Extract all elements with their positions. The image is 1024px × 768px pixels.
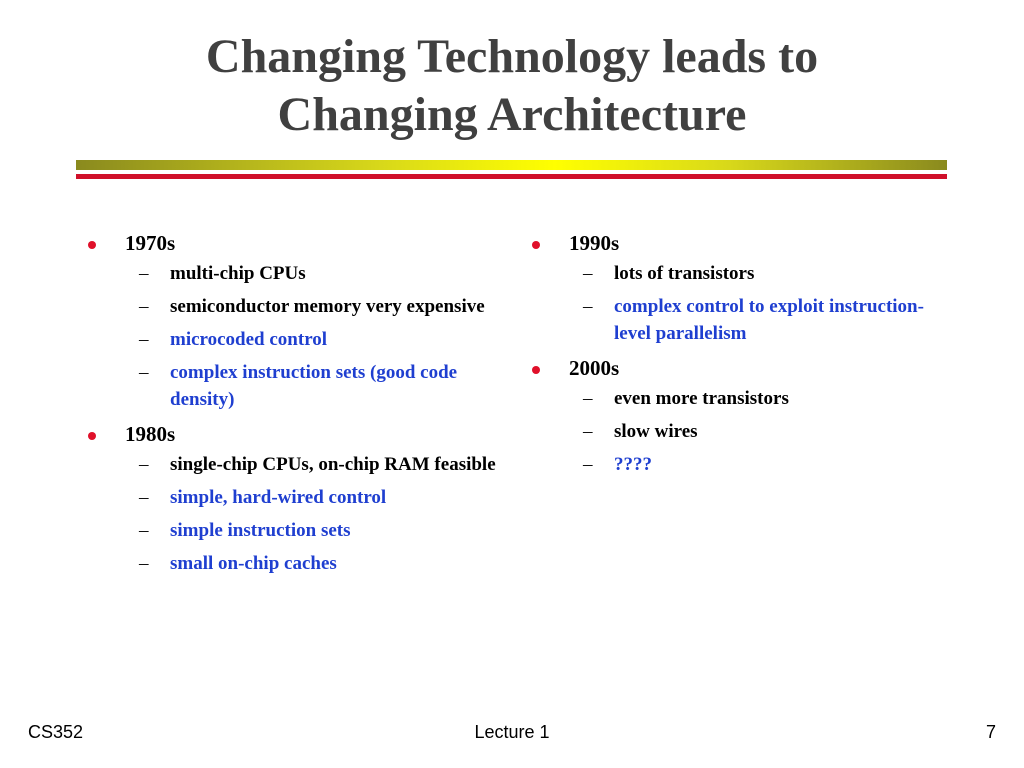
- sub-item: – microcoded control: [125, 326, 508, 353]
- footer-course: CS352: [28, 722, 84, 742]
- sub-list: [569, 385, 952, 478]
- footer-lecture: Lecture 1: [474, 722, 550, 742]
- sub-item: – complex instruction sets (good code density): [125, 359, 508, 413]
- bullet-item-1980s: [88, 419, 508, 577]
- right-column: [532, 228, 952, 484]
- dash-icon: –: [139, 487, 149, 508]
- sub-list: [125, 451, 508, 577]
- title-divider-red: [76, 174, 947, 179]
- bullet-heading: 1990s: [569, 231, 620, 255]
- sub-item: – simple instruction sets: [125, 517, 508, 544]
- bullet-heading: 1980s: [125, 422, 176, 446]
- dash-icon: –: [583, 421, 593, 442]
- dash-icon: –: [139, 362, 149, 383]
- dash-icon: –: [139, 553, 149, 574]
- dash-icon: –: [139, 520, 149, 541]
- sub-item: – even more transistors: [569, 385, 952, 412]
- bullet-heading: 2000s: [569, 356, 620, 380]
- bullet-item-2000s: [532, 353, 952, 478]
- sub-list: [125, 260, 508, 413]
- dash-icon: –: [583, 388, 593, 409]
- sub-item: – simple, hard-wired control: [125, 484, 508, 511]
- sub-item: – semiconductor memory very expensive: [125, 293, 508, 320]
- sub-item: – complex control to exploit instruction-level parallelism: [569, 293, 952, 347]
- bullet-heading: 1970s: [125, 231, 176, 255]
- title-divider-gradient: [76, 160, 947, 170]
- left-column: [88, 228, 508, 583]
- sub-item: – single-chip CPUs, on-chip RAM feasible: [125, 451, 508, 478]
- sub-item: – slow wires: [569, 418, 952, 445]
- sub-item: – lots of transistors: [569, 260, 952, 287]
- sub-list: [569, 260, 952, 347]
- slide-title-line-2: Changing Architecture: [277, 88, 747, 141]
- sub-item: – multi-chip CPUs: [125, 260, 508, 287]
- bullet-dot-icon: [88, 241, 96, 249]
- footer-page-number: 7: [985, 722, 996, 742]
- dash-icon: –: [583, 263, 593, 284]
- dash-icon: –: [583, 296, 593, 317]
- dash-icon: –: [139, 263, 149, 284]
- bullet-dot-icon: [532, 241, 540, 249]
- sub-item: – small on-chip caches: [125, 550, 508, 577]
- bullet-item-1970s: [88, 228, 508, 413]
- bullet-dot-icon: [88, 432, 96, 440]
- sub-item: – ????: [569, 451, 952, 478]
- slide-title: [0, 28, 1024, 144]
- slide-title-line-1: Changing Technology leads to: [205, 30, 819, 83]
- dash-icon: –: [139, 329, 149, 350]
- bullet-dot-icon: [532, 366, 540, 374]
- dash-icon: –: [583, 454, 593, 475]
- bullet-item-1990s: [532, 228, 952, 347]
- dash-icon: –: [139, 296, 149, 317]
- dash-icon: –: [139, 454, 149, 475]
